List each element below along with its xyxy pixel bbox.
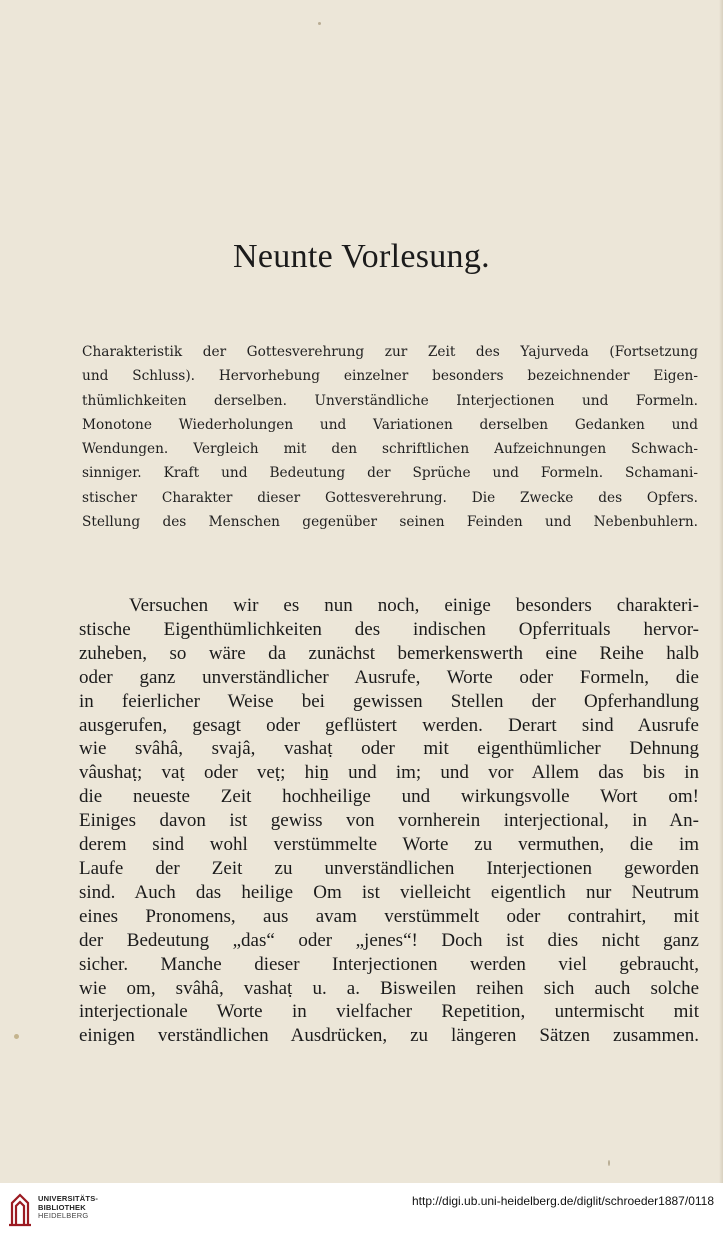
viewer-footer <box>0 1183 723 1236</box>
body-line: interjectionale Worte in vielfacher Repetition, untermischt mit <box>79 1001 699 1023</box>
body-line: vâushaṭ; vaṭ oder veṭ; hiṉ und im; und vor Allem das bis in <box>79 762 699 784</box>
body-line: ausgerufen, gesagt oder geflüstert werden. Derart sind Ausrufe <box>79 714 699 736</box>
summary-line: Monotone Wiederholungen und Variationen derselben Gedanken und <box>82 416 698 433</box>
body-line: eines Pronomens, aus avam verstümmelt oder contrahirt, mit <box>79 905 699 927</box>
body-line: wie om, svâhâ, vashaṭ u. a. Bisweilen reihen sich auch solche <box>79 977 699 999</box>
speck-mark <box>608 1160 610 1166</box>
library-name-line: HEIDELBERG <box>38 1211 89 1220</box>
body-line: der Bedeutung „das“ oder „jenes“! Doch ist dies nicht ganz <box>79 929 699 951</box>
body-line: in feierlicher Weise bei gewissen Stellen der Opferhandlung <box>79 690 699 712</box>
body-line: Einiges davon ist gewiss von vornherein interjectional, in An- <box>79 810 699 832</box>
summary-line: sinniger. Kraft und Bedeutung der Sprüche und Formeln. Schamani- <box>82 465 698 482</box>
library-name <box>38 1195 98 1221</box>
body-line: derem sind wohl verstümmelte Worte zu vermuthen, die im <box>79 834 699 856</box>
body-line: Versuchen wir es nun noch, einige besonders charakteri- <box>129 595 699 616</box>
body-line: oder ganz unverständlicher Ausrufe, Worte oder Formeln, die <box>79 666 699 688</box>
university-library-logo-icon[interactable] <box>8 1191 32 1227</box>
library-name-line: BIBLIOTHEK <box>38 1202 86 1212</box>
page-edge-shadow <box>719 0 723 1183</box>
summary-line: stischer Charakter dieser Gottesverehrung. Die Zwecke des Opfers. <box>82 489 698 506</box>
speck-mark <box>14 1034 19 1039</box>
body-line: wie svâhâ, svajâ, vashaṭ oder mit eigenthümlicher Dehnung <box>79 738 699 760</box>
chapter-summary <box>82 340 698 534</box>
summary-line: Charakteristik der Gottesverehrung zur Zeit des Yajurveda (Fortsetzung <box>82 344 698 360</box>
body-line: einigen verständlichen Ausdrücken, zu längeren Sätzen zusammen. <box>79 1025 699 1047</box>
body-line: sicher. Manche dieser Interjectionen werden viel gebraucht, <box>79 953 699 975</box>
body-line: die neueste Zeit hochheilige und wirkungsvolle Wort om! <box>79 786 699 808</box>
summary-line: und Schluss). Hervorhebung einzelner besonders bezeichnender Eigen- <box>82 368 698 385</box>
permalink-url[interactable]: http://digi.ub.uni-heidelberg.de/diglit/schroeder1887/0118 <box>412 1194 714 1208</box>
library-name-line: UNIVERSITÄTS- <box>38 1194 99 1203</box>
body-line: Laufe der Zeit zu unverständlichen Interjectionen geworden <box>79 857 699 879</box>
speck-mark <box>318 22 321 25</box>
body-line: zuheben, so wäre da zunächst bemerkenswerth eine Reihe halb <box>79 642 699 664</box>
body-paragraph <box>79 594 699 1048</box>
body-line: stische Eigenthümlichkeiten des indischen Opferrituals hervor- <box>79 618 699 640</box>
body-line: sind. Auch das heilige Om ist vielleicht eigentlich nur Neutrum <box>79 881 699 903</box>
summary-line: Stellung des Menschen gegenüber seinen Feinden und Nebenbuhlern. <box>82 514 698 531</box>
chapter-title: Neunte Vorlesung. <box>233 238 490 275</box>
summary-line: Wendungen. Vergleich mit den schriftlichen Aufzeichnungen Schwach- <box>82 441 698 458</box>
summary-line: thümlichkeiten derselben. Unverständliche Interjectionen und Formeln. <box>82 392 698 409</box>
